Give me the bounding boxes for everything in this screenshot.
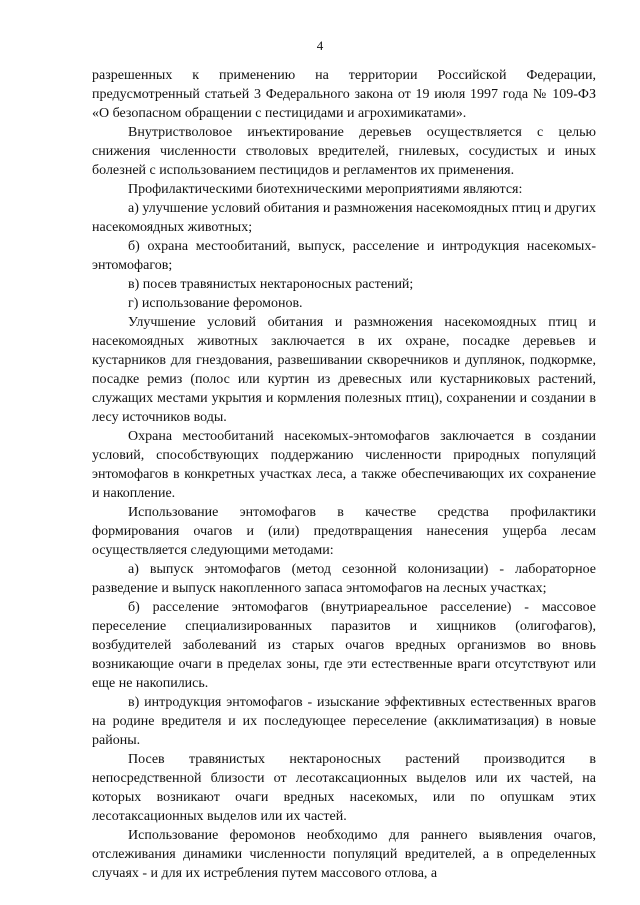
page-number: 4 xyxy=(316,38,324,53)
paragraph-sowing: Посев травянистых нектароносных растений производится в непосредственной близости от лесотаксационных выделов или их частей, на которых возникают очаги вредных насекомых, или по опушкам этих лесотаксационных выделов или их частей. xyxy=(92,752,596,824)
body-text xyxy=(92,66,596,883)
paragraph-3: Профилактическими биотехническими мероприятиями являются: xyxy=(128,182,523,197)
paragraph-pheromones: Использование феромонов необходимо для раннего выявления очагов, отслеживания динамики численности популяций вредителей, а в определенных случаях - и для их истребления путем массового отлова, а xyxy=(92,828,596,881)
list-item-b: б) охрана местообитаний, выпуск, расселение и интродукция насекомых-энтомофагов; xyxy=(92,239,596,273)
method-a: а) выпуск энтомофагов (метод сезонной колонизации) - лабораторное разведение и выпуск накопленного запаса энтомофагов на лесных участках; xyxy=(92,562,596,596)
list-item-a: а) улучшение условий обитания и размножения насекомоядных птиц и других насекомоядных животных; xyxy=(92,201,596,235)
paragraph-2: Внутристволовое инъектирование деревьев осуществляется с целью снижения численности стволовых вредителей, гнилевых, сосудистых и иных болезней с использованием пестицидов и регламентов их применения. xyxy=(92,125,596,178)
list-item-c: в) посев травянистых нектароносных растений; xyxy=(128,277,414,292)
paragraph-1: разрешенных к применению на территории Российской Федерации, предусмотренный статьей 3 Федерального закона от 19 июля 1997 года № 109-ФЗ «О безопасном обращении с пестицидами и агрохимикатами». xyxy=(92,68,596,121)
method-c: в) интродукция энтомофагов - изыскание эффективных естественных врагов на родине вредителя и их последующее переселение (акклиматизация) в новые районы. xyxy=(92,695,596,748)
paragraph-entomophages: Использование энтомофагов в качестве средства профилактики формирования очагов и (или) предотвращения нанесения ущерба лесам осуществляется следующими методами: xyxy=(92,505,596,558)
list-item-d: г) использование феромонов. xyxy=(128,296,303,311)
paragraph-birds: Улучшение условий обитания и размножения насекомоядных птиц и насекомоядных животных заключается в их охране, посадке деревьев и кустарников для гнездования, развешивании скворечников и дуплянок, подкормке, посадке ремиз (полос или куртин из древесных или кустарниковых растений, служащих местами укрытия и кормления полезных птиц), сохранении и создании в лесу источников воды. xyxy=(92,315,596,425)
method-b: б) расселение энтомофагов (внутриареальное расселение) - массовое переселение специализированных паразитов и хищников (олигофагов), возбудителей заболеваний из старых очагов вредных организмов во вновь возникающие очаги в пределах зоны, где эти естественные враги отсутствуют или еще не накопились. xyxy=(92,600,596,691)
paragraph-habitat: Охрана местообитаний насекомых-энтомофагов заключается в создании условий, способствующих поддержанию численности природных популяций энтомофагов в конкретных участках леса, а также обеспечивающих их сохранение и накопление. xyxy=(92,429,596,501)
